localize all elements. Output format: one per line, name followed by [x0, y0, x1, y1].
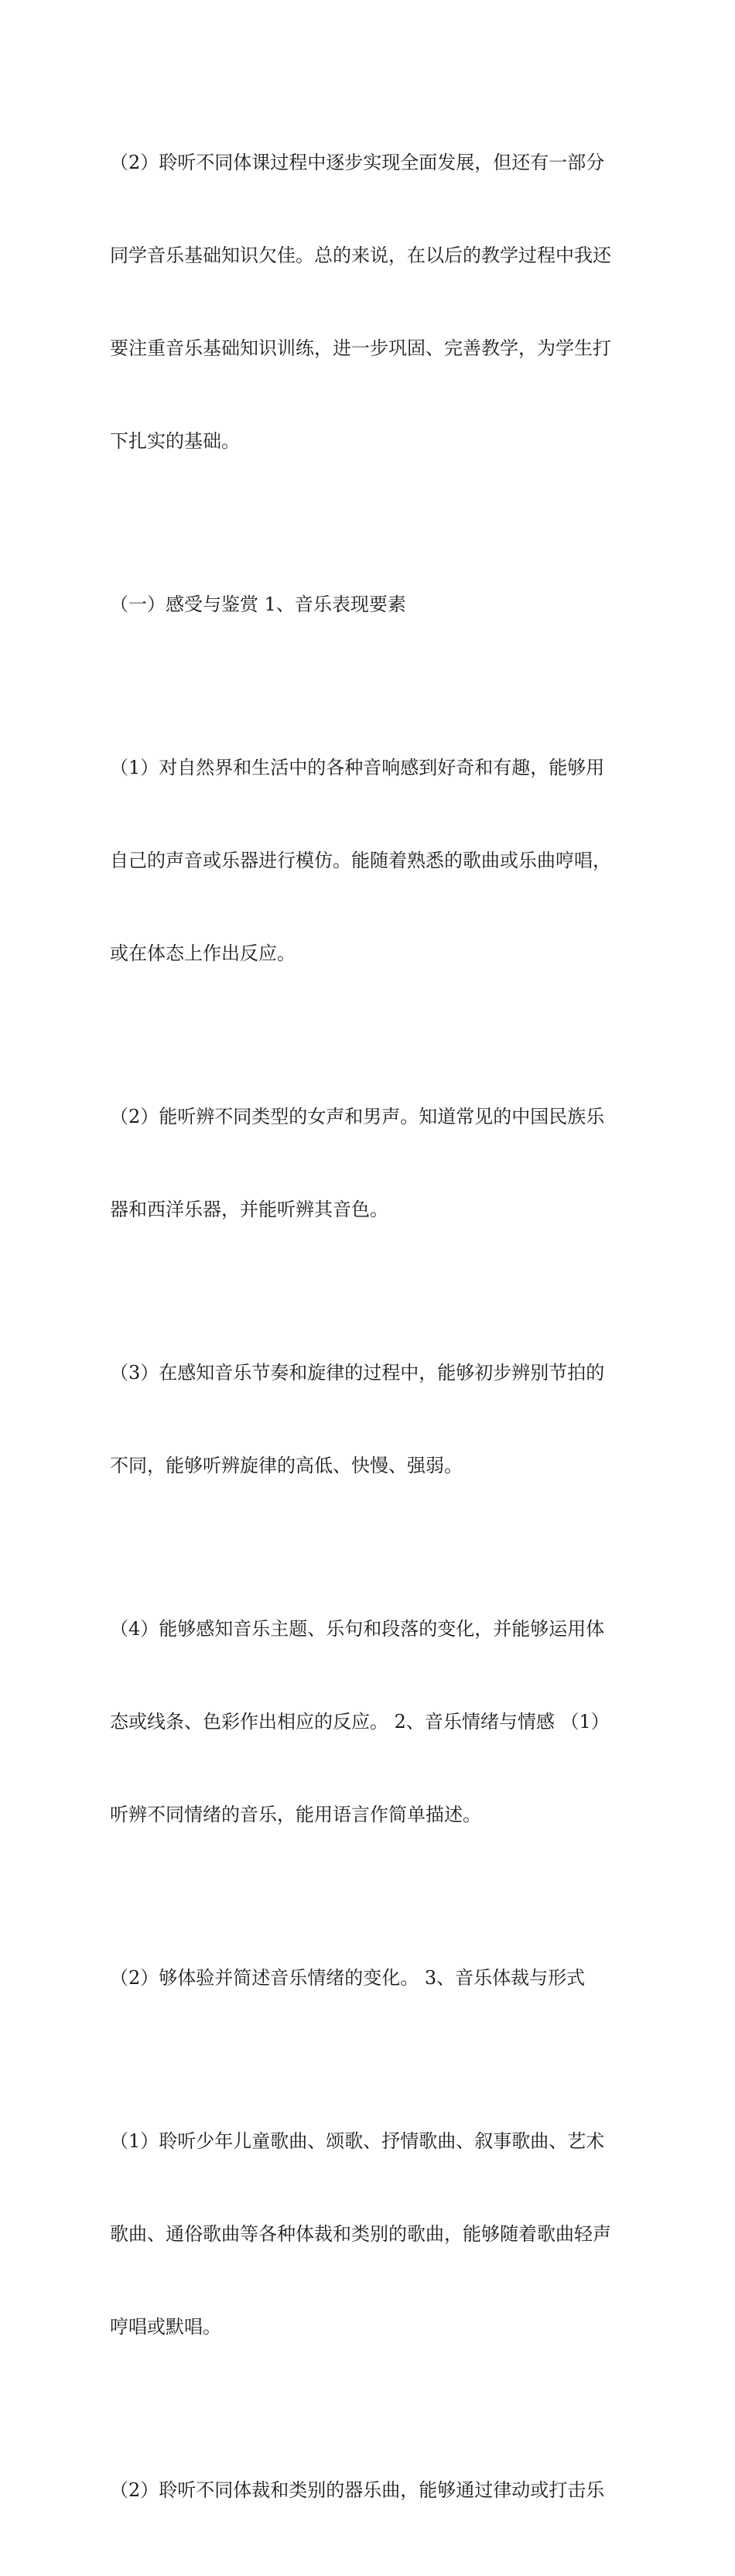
text-line: 器和西洋乐器，并能听辨其音色。: [110, 1199, 388, 1220]
text-line: 同学音乐基础知识欠佳。总的来说，在以后的教学过程中我还: [110, 245, 611, 266]
text-line: （4）能够感知音乐主题、乐句和段落的变化，并能够运用体: [110, 1618, 605, 1640]
text-line: （1）聆听少年儿童歌曲、颂歌、抒情歌曲、叙事歌曲、艺术: [110, 2130, 605, 2152]
paragraph-4: [110, 1039, 636, 1287]
text-line: （1）对自然界和生活中的各种音响感到好奇和有趣，能够用: [110, 757, 605, 778]
paragraph-8: [110, 2064, 636, 2404]
text-line: 听辨不同情绪的音乐，能用语言作简单描述。: [110, 1804, 481, 1825]
text-line: 态或线条、色彩作出相应的反应。 2、音乐情绪与情感 （1）: [110, 1711, 610, 1733]
text-line: （3）在感知音乐节奏和旋律的过程中，能够初步辨别节拍的: [110, 1362, 605, 1384]
paragraph-3: [110, 690, 636, 1031]
text-line: 哼唱或默唱。: [110, 2316, 221, 2338]
text-line: 或在体态上作出反应。: [110, 942, 296, 964]
paragraph-6: [110, 1551, 636, 1892]
paragraph-1: [110, 85, 636, 518]
text-line: 下扎实的基础。: [110, 430, 240, 452]
paragraph-9: [110, 2413, 636, 2567]
text-line: 不同，能够听辨旋律的高低、快慢、强弱。: [110, 1455, 463, 1476]
text-line: （一）感受与鉴赏 1、音乐表现要素: [110, 594, 406, 615]
text-line: （2）够体验并简述音乐情绪的变化。 3、音乐体裁与形式: [110, 1967, 586, 1989]
text-line: 自己的声音或乐器进行模仿。能随着熟悉的歌曲或乐曲哼唱，: [110, 850, 611, 871]
text-line: （2）聆听不同体课过程中逐步实现全面发展，但还有一部分: [110, 152, 605, 173]
text-line: 要注重音乐基础知识训练，进一步巩固、完善教学，为学生打: [110, 337, 611, 359]
paragraph-7: [110, 1900, 636, 2055]
document-body: [110, 85, 636, 2576]
section-heading: [110, 527, 636, 682]
text-line: （2）聆听不同体裁和类别的器乐曲，能够通过律动或打击乐: [110, 2479, 605, 2501]
text-line: 歌曲、通俗歌曲等各种体裁和类别的歌曲，能够随着歌曲轻声: [110, 2223, 611, 2245]
paragraph-5: [110, 1295, 636, 1543]
text-line: （2）能听辨不同类型的女声和男声。知道常见的中国民族乐: [110, 1106, 605, 1127]
